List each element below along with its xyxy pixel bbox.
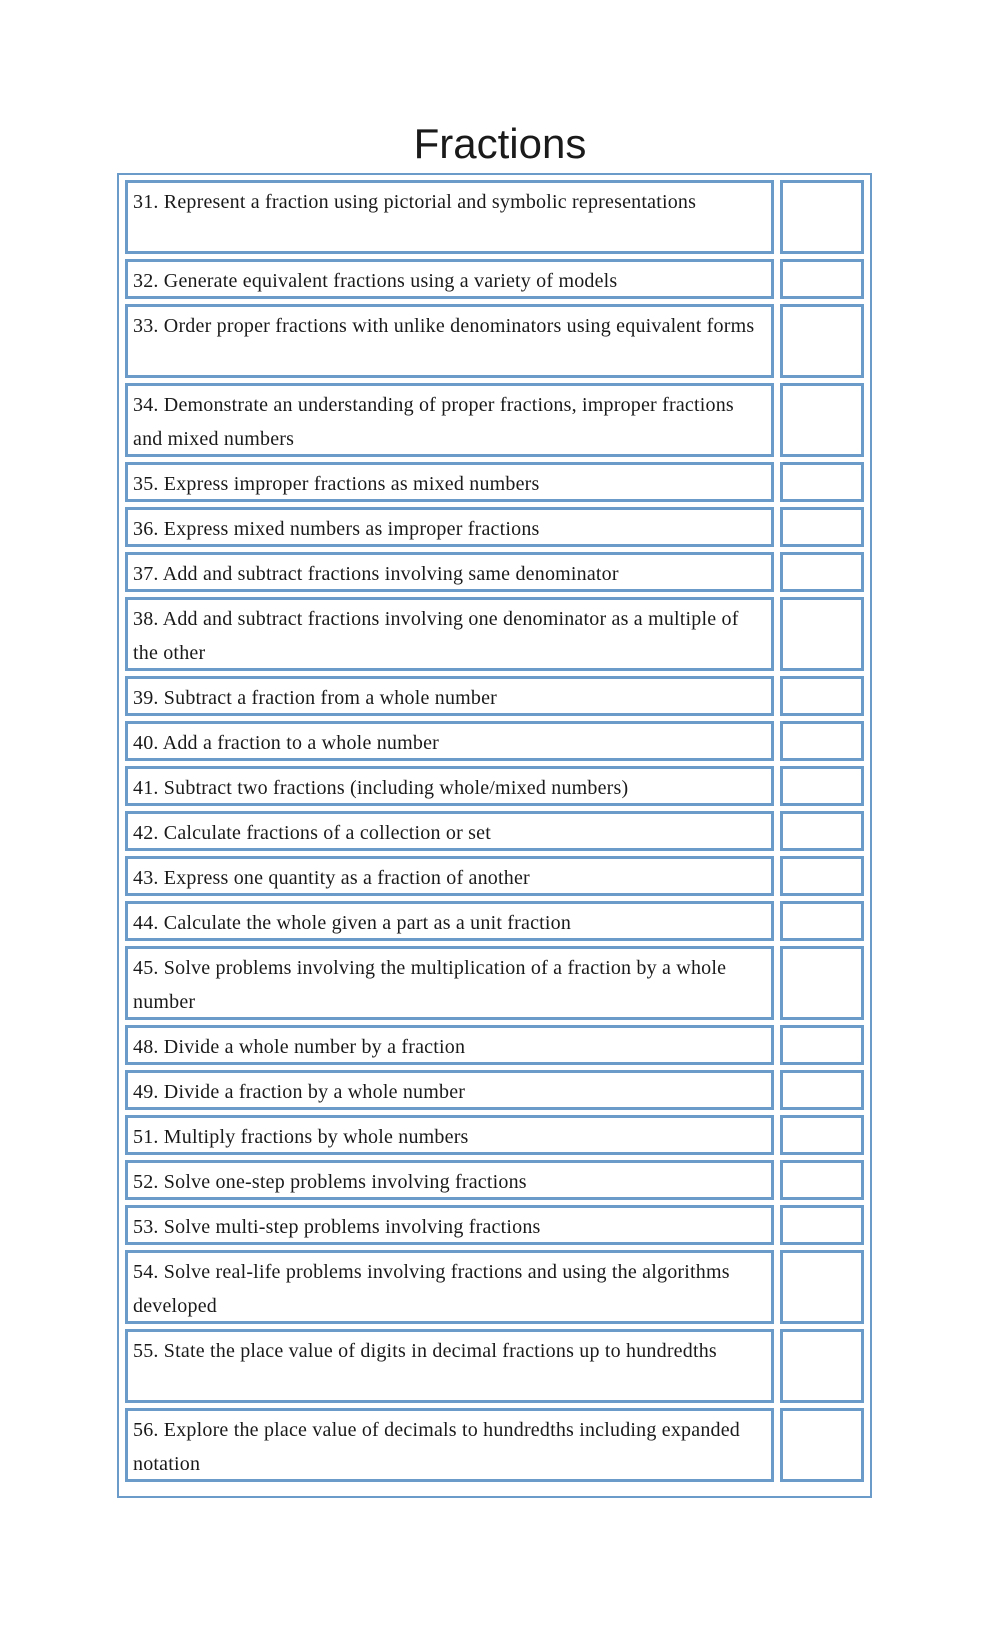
checkbox-cell[interactable] bbox=[780, 462, 864, 502]
checkbox-cell[interactable] bbox=[780, 507, 864, 547]
checkbox-cell[interactable] bbox=[780, 1070, 864, 1110]
checklist-row bbox=[125, 901, 864, 941]
outcome-text: 48. Divide a whole number by a fraction bbox=[125, 1025, 774, 1065]
outcome-text: 36. Express mixed numbers as improper fractions bbox=[125, 507, 774, 547]
outcome-text: 54. Solve real-life problems involving fractions and using the algorithms developed bbox=[125, 1250, 774, 1324]
outcome-text: 55. State the place value of digits in decimal fractions up to hundredths bbox=[125, 1329, 774, 1403]
checkbox-cell[interactable] bbox=[780, 811, 864, 851]
outcome-text: 45. Solve problems involving the multiplication of a fraction by a whole number bbox=[125, 946, 774, 1020]
outcome-text: 41. Subtract two fractions (including whole/mixed numbers) bbox=[125, 766, 774, 806]
checkbox-cell[interactable] bbox=[780, 1025, 864, 1065]
outcome-text: 35. Express improper fractions as mixed numbers bbox=[125, 462, 774, 502]
checkbox-cell[interactable] bbox=[780, 1329, 864, 1403]
checklist-row bbox=[125, 1070, 864, 1110]
checkbox-cell[interactable] bbox=[780, 721, 864, 761]
outcome-text: 53. Solve multi-step problems involving fractions bbox=[125, 1205, 774, 1245]
checklist-row bbox=[125, 304, 864, 378]
checklist-row bbox=[125, 1160, 864, 1200]
checkbox-cell[interactable] bbox=[780, 676, 864, 716]
outcome-text: 39. Subtract a fraction from a whole number bbox=[125, 676, 774, 716]
checkbox-cell[interactable] bbox=[780, 259, 864, 299]
checkbox-cell[interactable] bbox=[780, 1250, 864, 1324]
checklist-row bbox=[125, 1329, 864, 1403]
checklist-row bbox=[125, 462, 864, 502]
checkbox-cell[interactable] bbox=[780, 856, 864, 896]
checkbox-cell[interactable] bbox=[780, 597, 864, 671]
outcome-text: 34. Demonstrate an understanding of proper fractions, improper fractions and mixed numbers bbox=[125, 383, 774, 457]
checkbox-cell[interactable] bbox=[780, 1160, 864, 1200]
outcome-text: 49. Divide a fraction by a whole number bbox=[125, 1070, 774, 1110]
checklist-table bbox=[117, 173, 872, 1498]
outcome-text: 43. Express one quantity as a fraction of another bbox=[125, 856, 774, 896]
checklist-row bbox=[125, 383, 864, 457]
checkbox-cell[interactable] bbox=[780, 1115, 864, 1155]
checkbox-cell[interactable] bbox=[780, 180, 864, 254]
checklist-row bbox=[125, 946, 864, 1020]
outcome-text: 31. Represent a fraction using pictorial and symbolic representations bbox=[125, 180, 774, 254]
checkbox-cell[interactable] bbox=[780, 901, 864, 941]
checkbox-cell[interactable] bbox=[780, 1408, 864, 1482]
checklist-row bbox=[125, 766, 864, 806]
checklist-row bbox=[125, 676, 864, 716]
checklist-row bbox=[125, 552, 864, 592]
checklist-row bbox=[125, 597, 864, 671]
outcome-text: 40. Add a fraction to a whole number bbox=[125, 721, 774, 761]
checkbox-cell[interactable] bbox=[780, 383, 864, 457]
checklist-row bbox=[125, 721, 864, 761]
checklist-row bbox=[125, 811, 864, 851]
checkbox-cell[interactable] bbox=[780, 766, 864, 806]
checklist-row bbox=[125, 856, 864, 896]
outcome-text: 33. Order proper fractions with unlike denominators using equivalent forms bbox=[125, 304, 774, 378]
checkbox-cell[interactable] bbox=[780, 304, 864, 378]
checklist-row bbox=[125, 259, 864, 299]
outcome-text: 44. Calculate the whole given a part as a unit fraction bbox=[125, 901, 774, 941]
outcome-text: 37. Add and subtract fractions involving same denominator bbox=[125, 552, 774, 592]
checkbox-cell[interactable] bbox=[780, 946, 864, 1020]
page-title: Fractions bbox=[413, 120, 587, 167]
outcome-text: 51. Multiply fractions by whole numbers bbox=[125, 1115, 774, 1155]
checkbox-cell[interactable] bbox=[780, 552, 864, 592]
checklist-row bbox=[125, 1115, 864, 1155]
checklist-row bbox=[125, 1025, 864, 1065]
checkbox-cell[interactable] bbox=[780, 1205, 864, 1245]
outcome-text: 56. Explore the place value of decimals to hundredths including expanded notation bbox=[125, 1408, 774, 1482]
outcome-text: 32. Generate equivalent fractions using a variety of models bbox=[125, 259, 774, 299]
checklist-row bbox=[125, 1408, 864, 1482]
checklist-row bbox=[125, 1205, 864, 1245]
checklist-row bbox=[125, 507, 864, 547]
outcome-text: 52. Solve one-step problems involving fractions bbox=[125, 1160, 774, 1200]
outcome-text: 42. Calculate fractions of a collection or set bbox=[125, 811, 774, 851]
checklist-row bbox=[125, 180, 864, 254]
checklist-row bbox=[125, 1250, 864, 1324]
outcome-text: 38. Add and subtract fractions involving one denominator as a multiple of the other bbox=[125, 597, 774, 671]
